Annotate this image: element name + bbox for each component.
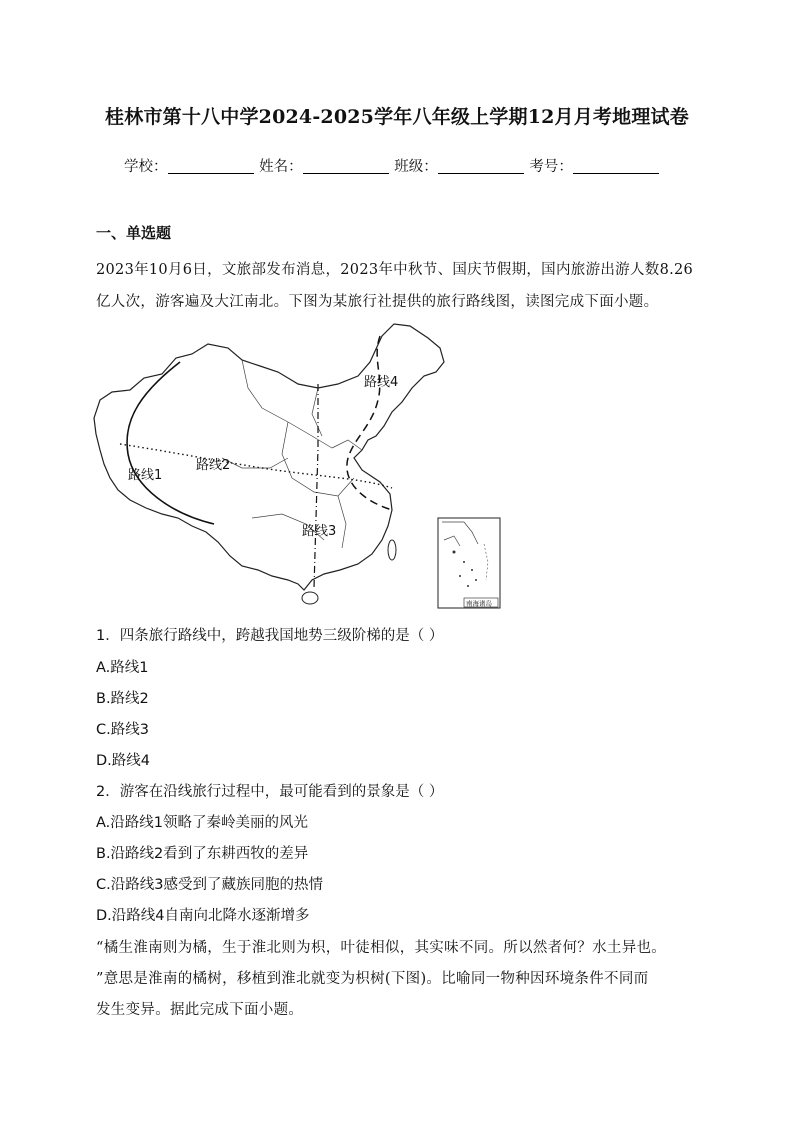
question-1-stem: 1．四条旅行路线中，跨越我国地势三级阶梯的是（ ） [96,628,444,644]
section-heading: 一、单选题 [96,224,172,242]
route-4-label: 路线4 [364,375,399,390]
number-blank[interactable] [573,158,659,174]
number-label: 考号： [529,159,573,175]
province-boundaries [222,360,362,548]
name-label: 姓名： [259,159,303,175]
intro-line-2: 亿人次，游客遍及大江南北。下图为某旅行社提供的旅行路线图，读图完成下面小题。 [96,294,659,310]
question-1-option-a[interactable]: A.路线1 [96,660,149,676]
question-2-option-d[interactable]: D.沿路线4自南向北降水逐渐增多 [96,908,310,924]
route-3-label: 路线3 [302,524,337,539]
intro-line-1: 2023年10月6日，文旅部发布消息，2023年中秋节、国庆节假期，国内旅游出游人数8.26 [96,262,694,278]
south-china-sea-inset [438,518,500,608]
route-2-label: 路线2 [196,458,231,473]
question-2-stem: 2．游客在沿线旅行过程中，最可能看到的景象是（ ） [96,784,444,800]
question-1-option-c[interactable]: C.路线3 [96,722,149,738]
inset-label: 南海诸岛 [466,599,492,608]
quote-line-2: ”意思是淮南的橘树，移植到淮北就变为枳树(下图)。比喻同一物种因环境条件不同而 [96,971,649,987]
class-blank[interactable] [438,158,524,174]
hainan-island [302,592,318,604]
school-blank[interactable] [168,158,254,174]
question-2-option-a[interactable]: A.沿路线1领略了秦岭美丽的风光 [96,815,308,831]
quote-line-3: 发生变异。据此完成下面小题。 [96,1002,304,1018]
exam-title: 桂林市第十八中学2024-2025学年八年级上学期12月月考地理试卷 [105,106,689,128]
quote-line-1: “橘生淮南则为橘，生于淮北则为枳，叶徒相似，其实味不同。所以然者何？水土异也。 [96,940,667,956]
question-2-option-c[interactable]: C.沿路线3感受到了藏族同胞的热情 [96,877,323,893]
route-1-label: 路线1 [128,468,163,483]
question-2-option-b[interactable]: B.沿路线2看到了东耕西牧的差异 [96,846,309,862]
taiwan-island [388,540,396,560]
route-1-line [127,362,214,524]
student-info-row [124,155,660,176]
route-3-line [314,384,318,588]
question-1-option-b[interactable]: B.路线2 [96,691,149,707]
question-1-option-d[interactable]: D.路线4 [96,753,150,769]
class-label: 班级： [394,159,438,175]
route-map [92,318,504,612]
name-blank[interactable] [303,158,389,174]
china-outline [94,324,444,590]
school-label: 学校： [124,159,168,175]
